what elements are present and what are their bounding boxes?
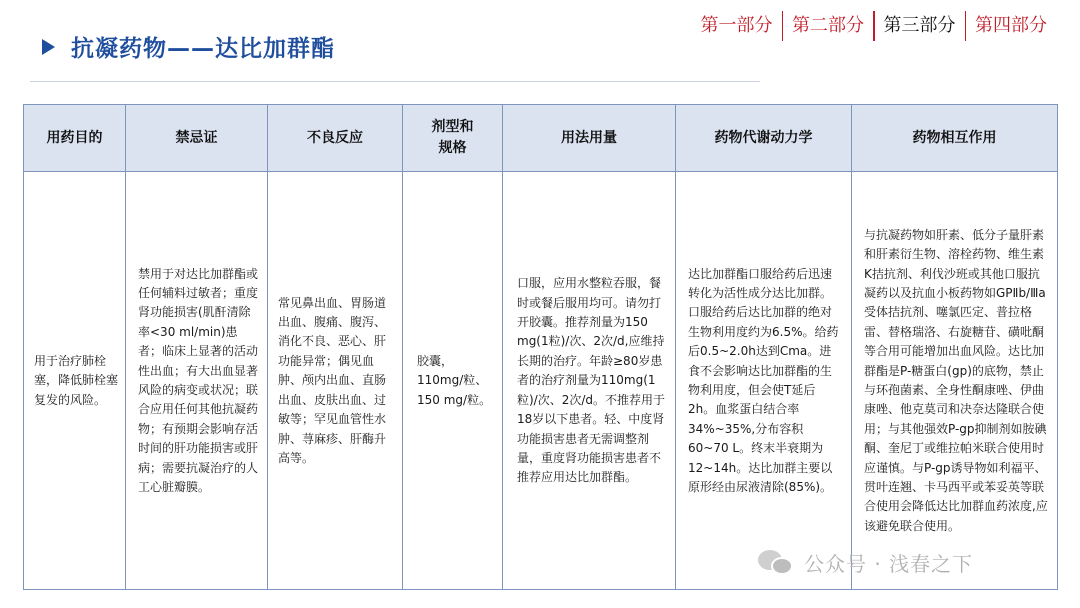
cell-usage: [503, 172, 675, 590]
nav-item-part2[interactable]: 第二部分: [792, 15, 864, 36]
nav-item-part1[interactable]: 第一部分: [700, 15, 773, 36]
cell-text: 口服，应用水整粒吞服，餐时或餐后服用均可。请勿打开胶囊。推荐剂量为150 mg(1粒)/次、2次/d,应维持长期的治疗。年龄≥80岁患者的治疗剂量为110mg(1粒)/次、2次/d。不推荐用于18岁以下患者。轻、中度肾功能损害患者无需调整剂量，重度肾功能损害患者不推荐应用达比加群酯。: [517, 276, 666, 485]
header-purpose: 用药目的: [46, 129, 103, 146]
header-interactions: 药物相互作用: [912, 129, 997, 146]
watermark: [758, 546, 973, 578]
nav-item-part4[interactable]: 第四部分: [975, 15, 1047, 36]
slide-title-row: [42, 30, 335, 63]
cell-contraindications: [126, 172, 267, 590]
cell-text: 胶囊，110mg/粒、150 mg/粒。: [417, 353, 492, 407]
watermark-text: 公众号 · 浅春之下: [804, 551, 974, 576]
header-pharmacokinetics: 药物代谢动力学: [714, 129, 813, 146]
cell-text: 达比加群酯口服给药后迅速转化为活性成分达比加群。口服给药后达比加群的绝对生物利用度约为6.5%。给药后0.5~2.0h达到Cma。进食不会影响达比加群酯的生物利用度，但会使T延后2h。血浆蛋白结合率34%~35%,分布容积60~70 L。终末半衰期为12~14h。达比加群主要以原形经由尿液清除(85%)。: [688, 266, 839, 495]
header-dosage-form: 剂型和规格: [431, 119, 474, 156]
cell-adverse-reactions: [268, 172, 402, 590]
cell-interactions: [852, 172, 1057, 590]
title-divider: [30, 81, 760, 82]
header-contraindications: 禁忌证: [175, 129, 218, 146]
cell-purpose: [24, 172, 125, 590]
drug-info-table: [23, 104, 1058, 590]
section-nav: [692, 11, 1057, 41]
nav-item-part3[interactable]: 第三部分: [883, 15, 956, 36]
cell-text: 与抗凝药物如肝素、低分子量肝素和肝素衍生物、溶栓药物、维生素K拮抗剂、利伐沙班或其他口服抗凝药以及抗血小板药物如GPⅡb/Ⅲa受体拮抗剂、噻氯匹定、普拉格雷、替格瑞洛、右旋糖苷、磺吡酮等合用可能增加出血风险。达比加群酯是P-糖蛋白(gp)的底物，禁止与环孢菌素、全身性酮康唑、伊曲康唑、他克莫司和决奈达隆联合使用；与其他强效P-gp抑制剂如胺碘酮、奎尼丁或维拉帕米联合使用时应谨慎。与P-gp诱导物如利福平、贯叶连翘、卡马西平或苯妥英等联合使用会降低达比加群血药浓度,应该避免联合使用。: [864, 227, 1048, 533]
cell-dosage-form: [403, 172, 502, 590]
cell-pharmacokinetics: [676, 172, 851, 590]
cell-text: 禁用于对达比加群酯或任何辅料过敏者；重度肾功能损害(肌酐清除率<30 ml/min)患者；临床上显著的活动性出血；有大出血显著风险的病变或状况；联合应用任何其他抗凝药物；有预期会影响存活时间的肝功能损害或肝病；需要抗凝治疗的人工心脏瓣膜。: [138, 266, 259, 495]
cell-text: 用于治疗肺栓塞，降低肺栓塞复发的风险。: [34, 353, 119, 407]
header-usage: 用法用量: [561, 129, 617, 146]
arrow-bullet-icon: [42, 39, 55, 55]
slide-title: 抗凝药物——达比加群酯: [71, 36, 335, 62]
wechat-icon: [758, 546, 794, 578]
cell-text: 常见鼻出血、胃肠道出血、腹痛、腹泻、消化不良、恶心、肝功能异常；偶见血肿、颅内出血、直肠出血、皮肤出血、过敏等；罕见血管性水肿、荨麻疹、肝酶升高等。: [278, 295, 387, 465]
header-adverse-reactions: 不良反应: [307, 129, 363, 146]
